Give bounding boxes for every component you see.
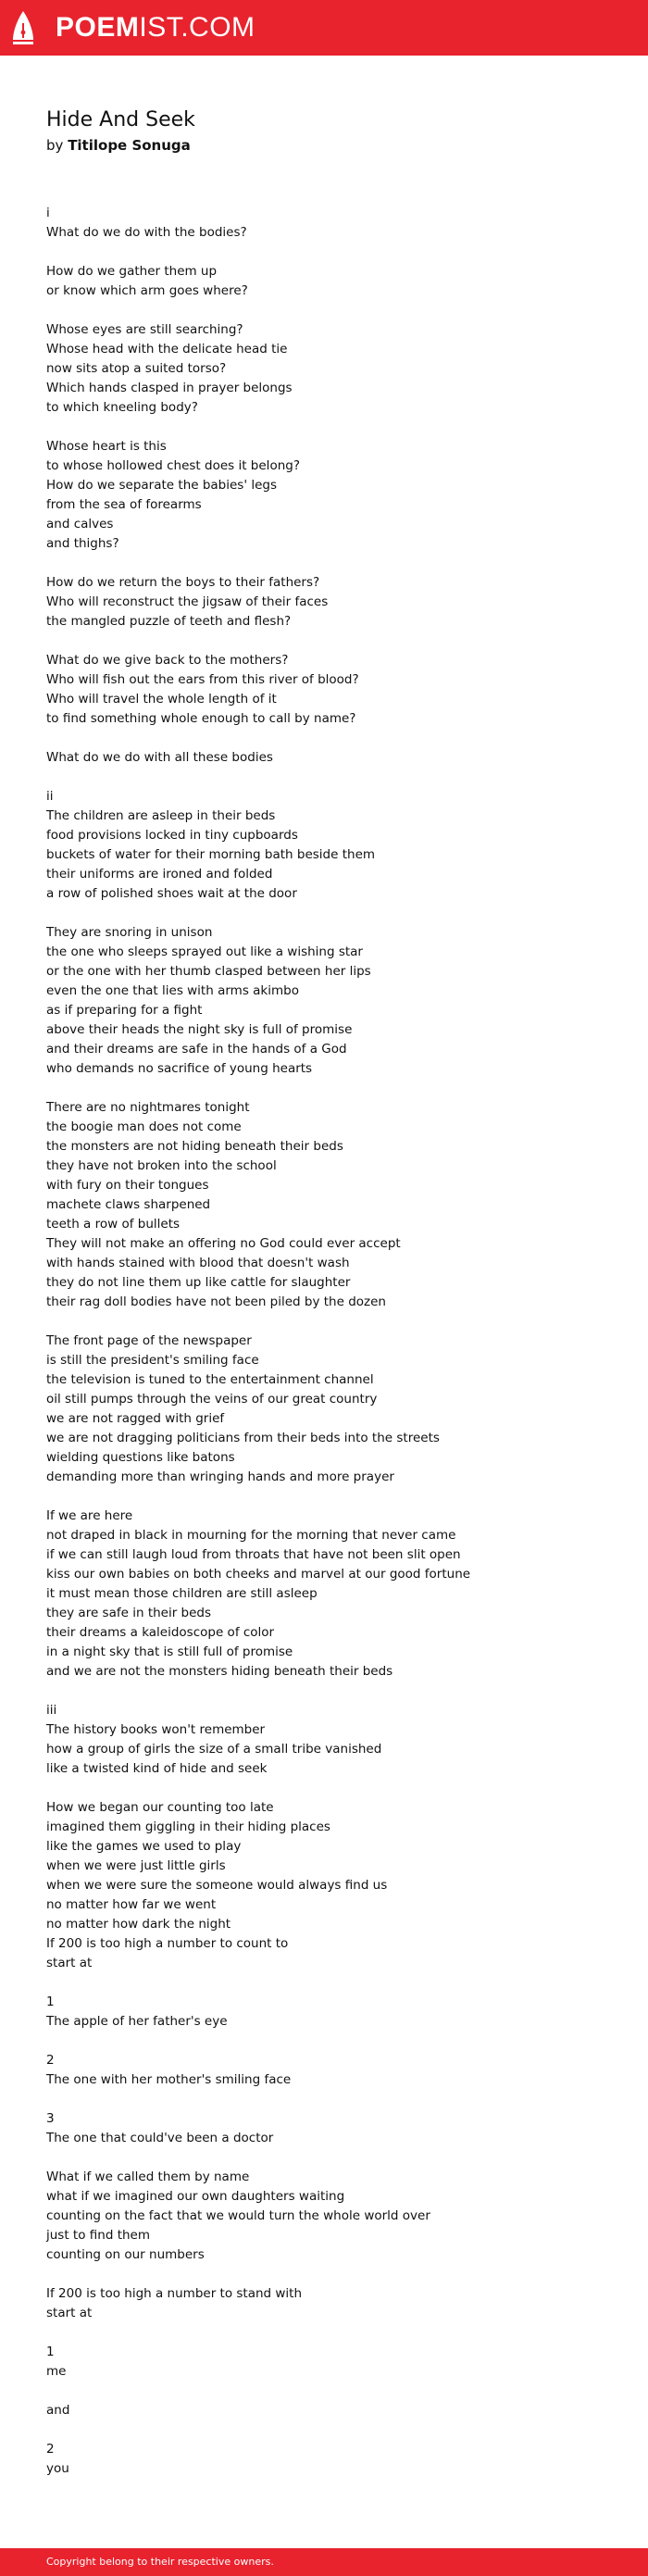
- poem-line: Who will reconstruct the jigsaw of their faces: [46, 594, 329, 609]
- poem-line: wielding questions like batons: [46, 1450, 235, 1465]
- poem-stanza: [46, 2343, 620, 2382]
- poem-stanza: [46, 2401, 620, 2420]
- poem-stanza: [46, 1701, 620, 1779]
- poem-line: iii: [46, 1703, 57, 1718]
- poem-stanza: [46, 2284, 620, 2323]
- poem-line: How do we gather them up: [46, 264, 218, 279]
- poem-line: who demands no sacrifice of young hearts: [46, 1061, 313, 1076]
- poem-line: and thighs?: [46, 536, 119, 551]
- poem-stanza: [46, 2168, 620, 2265]
- poem-line: teeth a row of bullets: [46, 1217, 181, 1232]
- poem-body: [46, 204, 620, 2498]
- poem-line: 1: [46, 2345, 55, 2359]
- poem-line: 2: [46, 2442, 55, 2457]
- poem-line: imagined them giggling in their hiding places: [46, 1819, 330, 1834]
- poem-line: their dreams a kaleidoscope of color: [46, 1625, 275, 1640]
- poem-line: buckets of water for their morning bath beside them: [46, 847, 376, 862]
- poem-line: or the one with her thumb clasped between her lips: [46, 964, 371, 979]
- poem-line: The apple of her father's eye: [46, 2014, 228, 2029]
- poem-line: or know which arm goes where?: [46, 283, 248, 298]
- poem-line: and: [46, 2403, 70, 2418]
- poem-line: 1: [46, 1995, 55, 2009]
- poem-line: What do we do with all these bodies: [46, 750, 273, 765]
- poem-line: If 200 is too high a number to stand with: [46, 2286, 303, 2301]
- poem-line: They are snoring in unison: [46, 925, 213, 940]
- poem-line: How do we return the boys to their fathers?: [46, 575, 320, 590]
- poem-line: demanding more than wringing hands and more prayer: [46, 1469, 394, 1484]
- brand-name-light: IST.COM: [139, 12, 255, 43]
- poem-line: the one who sleeps sprayed out like a wishing star: [46, 944, 363, 959]
- poem-line: is still the president's smiling face: [46, 1353, 259, 1368]
- poem-line: not draped in black in mourning for the morning that never came: [46, 1528, 456, 1543]
- poem-line: Who will travel the whole length of it: [46, 692, 277, 707]
- poem-stanza: [46, 2440, 620, 2479]
- poem-line: with fury on their tongues: [46, 1178, 209, 1193]
- poem-line: to whose hollowed chest does it belong?: [46, 458, 300, 473]
- poem-line: What do we do with the bodies?: [46, 225, 247, 240]
- poem-line: no matter how far we went: [46, 1897, 217, 1912]
- poem-line: above their heads the night sky is full of promise: [46, 1022, 353, 1037]
- poem-line: the television is tuned to the entertainment channel: [46, 1372, 374, 1387]
- poem-line: they have not broken into the school: [46, 1158, 277, 1173]
- poem-line: The history books won't remember: [46, 1722, 266, 1737]
- poem-line: The one with her mother's smiling face: [46, 2072, 292, 2087]
- poem-line: you: [46, 2461, 69, 2476]
- poem-line: start at: [46, 1956, 93, 1970]
- poem-line: no matter how dark the night: [46, 1917, 231, 1932]
- poem-stanza: [46, 2109, 620, 2148]
- poem-stanza: [46, 748, 620, 768]
- site-logo-text: [56, 9, 255, 46]
- poem-line: when we were sure the someone would always find us: [46, 1878, 388, 1893]
- poem-line: Whose head with the delicate head tie: [46, 342, 288, 356]
- brand-name-bold: POEM: [56, 12, 140, 43]
- poem-line: we are not ragged with grief: [46, 1411, 225, 1426]
- poem-line: counting on our numbers: [46, 2247, 205, 2262]
- poem-line: when we were just little girls: [46, 1858, 226, 1873]
- poem-line: the boogie man does not come: [46, 1119, 242, 1134]
- site-logo[interactable]: [11, 9, 255, 46]
- poem-line: we are not dragging politicians from their beds into the streets: [46, 1431, 440, 1445]
- poem-line: 2: [46, 2053, 55, 2068]
- poem-line: What if we called them by name: [46, 2170, 250, 2184]
- poem-line: their rag doll bodies have not been piled by the dozen: [46, 1294, 386, 1309]
- copyright-notice: Copyright belong to their respective owners.: [46, 2556, 274, 2568]
- poem-line: machete claws sharpened: [46, 1197, 211, 1212]
- poem-line: What do we give back to the mothers?: [46, 653, 289, 668]
- poem-line: Which hands clasped in prayer belongs: [46, 381, 293, 395]
- poem-line: and we are not the monsters hiding beneath their beds: [46, 1664, 393, 1679]
- poem-stanza: [46, 651, 620, 729]
- byline-prefix: by: [46, 137, 64, 154]
- poem-line: and their dreams are safe in the hands of a God: [46, 1042, 347, 1057]
- poem-line: How do we separate the babies' legs: [46, 478, 278, 493]
- poem-line: food provisions locked in tiny cupboards: [46, 828, 298, 843]
- poem-stanza: [46, 2051, 620, 2090]
- poem-line: they are safe in their beds: [46, 1606, 212, 1620]
- poem-line: Who will fish out the ears from this river of blood?: [46, 672, 359, 687]
- poem-line: Whose heart is this: [46, 439, 167, 454]
- poem-line: The front page of the newspaper: [46, 1333, 252, 1348]
- poem-stanza: [46, 787, 620, 904]
- poem-line: they do not line them up like cattle for slaughter: [46, 1275, 351, 1290]
- poem-title: Hide And Seek: [46, 108, 195, 131]
- poem-line: from the sea of forearms: [46, 497, 202, 512]
- poem-stanza: [46, 320, 620, 418]
- poem-stanza: [46, 923, 620, 1079]
- poem-line: the monsters are not hiding beneath their beds: [46, 1139, 343, 1154]
- poem-line: i: [46, 206, 50, 220]
- poem-stanza: [46, 1798, 620, 1973]
- poem-stanza: [46, 573, 620, 631]
- poem-line: a row of polished shoes wait at the door: [46, 886, 297, 901]
- poem-author[interactable]: Titilope Sonuga: [68, 137, 191, 154]
- poem-line: to which kneeling body?: [46, 400, 198, 415]
- poem-line: counting on the fact that we would turn the whole world over: [46, 2208, 430, 2223]
- poem-line: if we can still laugh loud from throats that have not been slit open: [46, 1547, 461, 1562]
- poem-line: it must mean those children are still asleep: [46, 1586, 318, 1601]
- poem-line: The children are asleep in their beds: [46, 808, 276, 823]
- poem-line: with hands stained with blood that doesn't wash: [46, 1256, 350, 1270]
- poem-line: what if we imagined our own daughters waiting: [46, 2189, 345, 2204]
- site-footer: [0, 2548, 648, 2576]
- poem-line: They will not make an offering no God could ever accept: [46, 1236, 401, 1251]
- poem-line: How we began our counting too late: [46, 1800, 274, 1815]
- poem-stanza: [46, 1332, 620, 1487]
- poem-line: and calves: [46, 517, 114, 531]
- poem-line: There are no nightmares tonight: [46, 1100, 250, 1115]
- poem-stanza: [46, 1098, 620, 1312]
- site-header: [0, 0, 648, 56]
- poem-line: now sits atop a suited torso?: [46, 361, 227, 376]
- poem-line: in a night sky that is still full of promise: [46, 1644, 293, 1659]
- pen-nib-icon: [11, 10, 35, 45]
- poem-line: ii: [46, 789, 54, 804]
- poem-line: 3: [46, 2111, 55, 2126]
- poem-line: like the games we used to play: [46, 1839, 242, 1854]
- poem-line: kiss our own babies on both cheeks and marvel at our good fortune: [46, 1567, 471, 1582]
- poem-byline: [46, 135, 191, 156]
- poem-line: me: [46, 2364, 67, 2379]
- poem-line: the mangled puzzle of teeth and flesh?: [46, 614, 292, 629]
- poem-line: just to find them: [46, 2228, 150, 2243]
- poem-stanza: [46, 204, 620, 243]
- poem-stanza: [46, 1993, 620, 2032]
- poem-line: If 200 is too high a number to count to: [46, 1936, 289, 1951]
- poem-stanza: [46, 1507, 620, 1682]
- poem-line: If we are here: [46, 1508, 133, 1523]
- poem-line: how a group of girls the size of a small tribe vanished: [46, 1742, 382, 1757]
- poem-stanza: [46, 437, 620, 554]
- poem-line: start at: [46, 2306, 93, 2320]
- poem-line: to find something whole enough to call by name?: [46, 711, 356, 726]
- poem-line: Whose eyes are still searching?: [46, 322, 243, 337]
- poem-line: as if preparing for a fight: [46, 1003, 203, 1018]
- poem-line: oil still pumps through the veins of our great country: [46, 1392, 378, 1407]
- poem-line: like a twisted kind of hide and seek: [46, 1761, 268, 1776]
- poem-line: even the one that lies with arms akimbo: [46, 983, 299, 998]
- poem-line: The one that could've been a doctor: [46, 2131, 274, 2145]
- poem-line: their uniforms are ironed and folded: [46, 867, 273, 882]
- poem-stanza: [46, 262, 620, 301]
